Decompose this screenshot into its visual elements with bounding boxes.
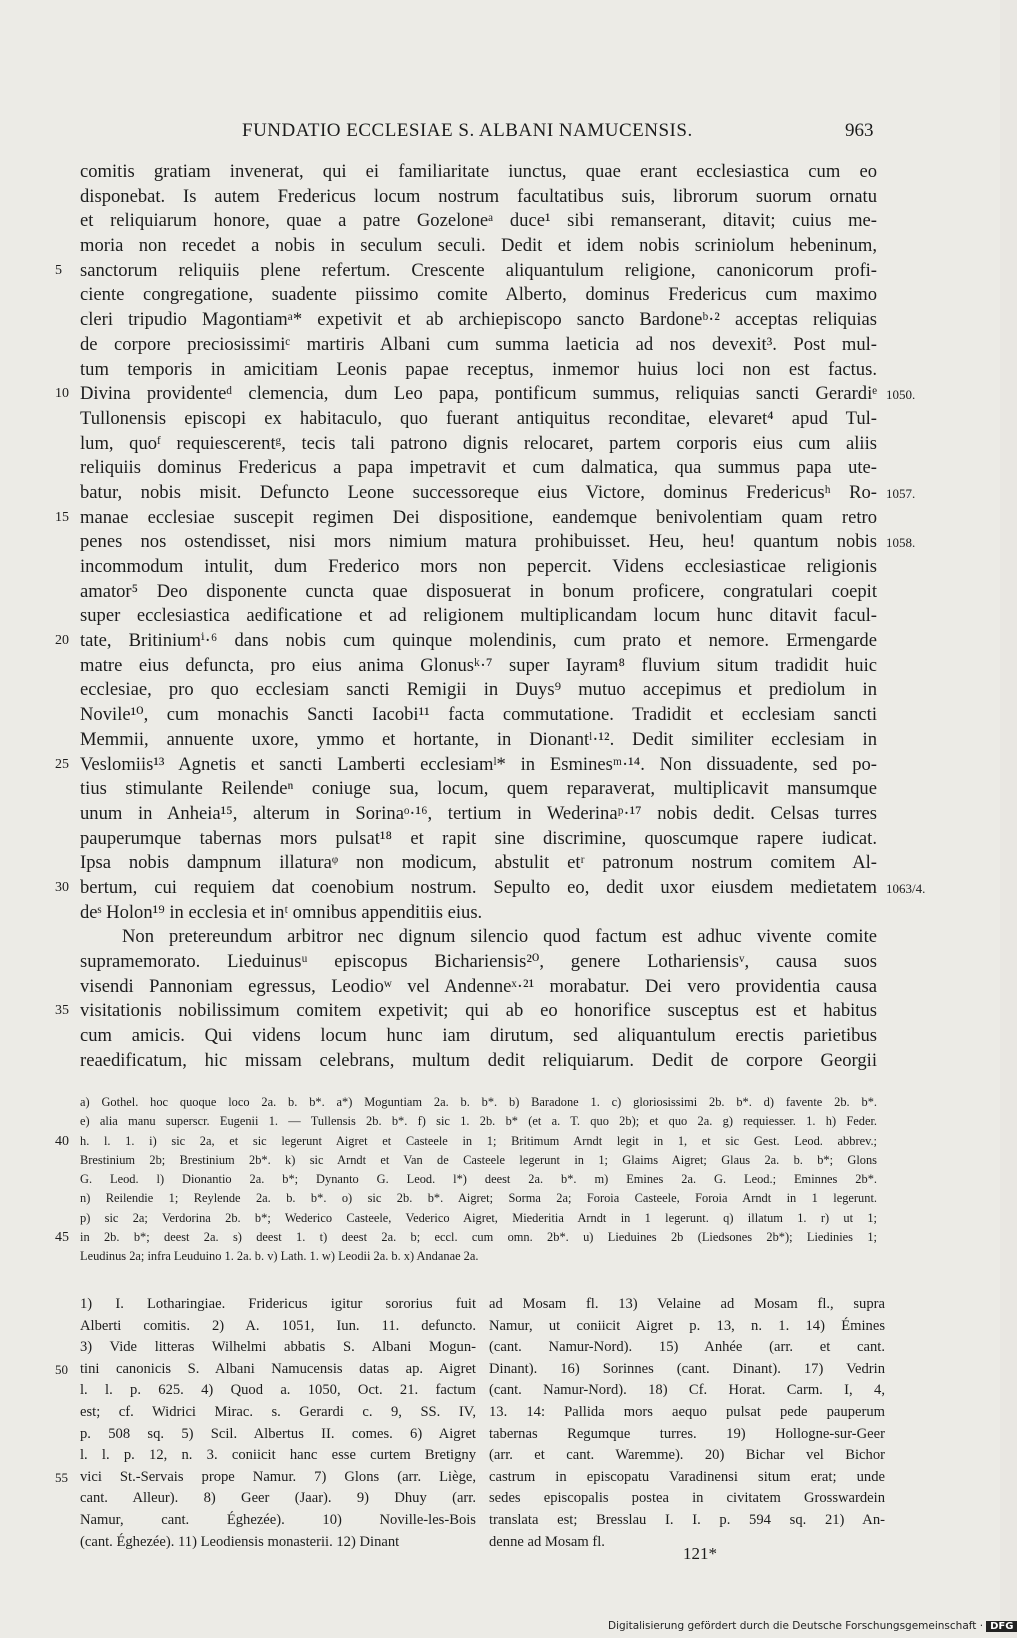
note-line [80,1337,476,1359]
text-line [80,802,877,827]
text-line [55,382,916,407]
line-number: 5 [55,262,62,278]
note-line [80,1488,476,1510]
note-line-text: Dinant). 16) Sorinnes (cant. Dinant). 17) Vedrin [489,1360,885,1377]
text-line [80,1024,877,1049]
text-line [80,654,877,679]
text-line [55,506,877,531]
text-line-text: tius stimulante Reilendeⁿ coniuge sua, locum, quem reparaverat, multiplicavit mansumque [80,778,877,800]
apparatus-line [80,1189,877,1208]
note-line-text: denne ad Mosam fl. [489,1533,605,1550]
text-line-text: Novile¹⁰, cum monachis Sancti Iacobi¹¹ facta commutatione. Tradidit et ecclesiam sancti [80,704,877,726]
text-line [80,358,877,383]
text-line [80,185,877,210]
text-line-text: incommodum intulit, dum Frederico mors non pepercit. Videns ecclesiasticae religionis [80,556,877,577]
text-line [55,876,926,901]
text-line [80,481,916,506]
note-line-text: sedes episcopalis postea in civitatem Grosswardein [489,1490,885,1507]
note-line [489,1316,885,1338]
footnotes-left-column [55,1294,476,1553]
margin-year: 1063/4. [886,880,926,896]
apparatus-line-text: a) Gothel. hoc quoque loco 2a. b. b*. a*) Moguntiam 2a. b. b*. b) Baradone 1. c) gloriosissimi 2b. b*. d) favente 2b. b*. [80,1095,877,1109]
credit-text: Digitalisierung gefördert durch die Deutsche Forschungsgemeinschaft · [608,1620,984,1632]
note-line-text: tabernas Regumque turres. 19) Hollogne-sur-Geer [489,1425,885,1442]
text-line-text: super ecclesiastica aedificatione et ad religionem multiplicandam locum hunc ditavit facul- [80,605,877,627]
text-line-text: Memmii, annuente uxore, ymmo et hortante, in Dionantˡ·¹². Dedit similiter ecclesiam in [80,728,877,750]
apparatus-line-text: p) sic 2a; Verdorina 2b. b*; Wederico Casteele, Vederico Aigret, Miederitia Arndt in 1 legerunt. q) illatum 1. r) ut 1; [80,1210,877,1225]
note-line-text: l. l. p. 12, n. 3. coniicit hanc esse curtem Bretigny [80,1447,476,1464]
note-line-text: vici St.-Servais prope Namur. 7) Glons (arr. Liège, [80,1468,476,1485]
note-line-text: castrum in episcopatu Varadinensi situm erat; unde [489,1468,885,1485]
footnotes-right-column [489,1294,885,1553]
text-line-text: tum temporis in amicitiam Leonis papae receptus, inmemor huius loci non est factus. [80,358,877,380]
text-line-text: amator⁵ Deo disponente cuncta quae disposuerat in bonum proficere, congratulari coepit [80,580,877,602]
note-line-text: (cant. Namur-Nord). 15) Anhée (arr. et cant. [489,1339,885,1356]
text-line-text: visitationis nobilissimum comitem expetivit; qui ab eo honorifice susceptus est et habitus [80,1000,877,1022]
text-line-text: de corpore preciosissimiᶜ martiris Albani cum summa laeticia ad nos devexit³. Post mul- [80,333,877,355]
text-line-text: deˢ Holon¹⁹ in ecclesia et inᵗ omnibus appenditiis eius. [80,901,483,923]
note-line-text: (cant. Namur-Nord). 18) Cf. Horat. Carm. I, 4, [489,1382,885,1399]
apparatus-line-text: h. l. 1. i) sic 2a, et sic legerunt Aigret et Casteele in 1; Britimum Arndt legit in 1, et sic Gest. Leod. abbrev.; [80,1133,877,1148]
note-line [489,1488,885,1510]
note-line [489,1445,885,1467]
apparatus-line [55,1132,877,1151]
line-number: 35 [55,1003,69,1019]
text-line-text: moria non recedet a nobis in seculum seculi. Dedit et idem nobis scriniolum hebeninum, [80,235,877,257]
note-line-text: ad Mosam fl. 13) Velaine ad Mosam fl., supra [489,1296,885,1312]
apparatus-line [80,1209,877,1228]
note-line [80,1380,476,1402]
apparatus-line-text: e) alia manu superscr. Eugenii 1. — Tullensis 2b. b*. f) sic 1. 2b. b* (et a. T. quo 2b); et quo 2a. g) requiesser. 1. h) Feder. [80,1114,877,1129]
text-line [80,209,877,234]
note-line-text: Namur, cant. Éghezée). 10) Noville-les-Bois [80,1511,476,1528]
text-line [80,333,877,358]
text-line-text: Ipsa nobis dampnum illaturaᵠ non modicum, abstulit etʳ patronum nostrum comitem Al- [80,852,877,874]
text-line [80,530,916,555]
text-line-text: ecclesiae, pro quo ecclesiam sancti Remigii in Duys⁹ mutuo accepimus et prediolum in [80,679,877,701]
text-line-text: cleri tripudio Magontiamᵃ* expetivit et ab archiepiscopo sancto Bardoneᵇ·² acceptas reliquias [80,309,877,331]
apparatus-line [80,1170,877,1189]
text-line-text: disponebat. Is autem Fredericus locum nostrum facultatibus suis, librorum suorum ornatu [80,185,877,207]
dfg-logo: DFG [986,1621,1017,1632]
critical-apparatus [55,1093,877,1267]
text-line [55,753,877,778]
text-line [55,259,877,284]
page-number: 963 [845,120,874,141]
text-line [80,160,877,185]
text-line [80,234,877,259]
text-line [80,901,877,926]
text-line [80,432,877,457]
note-line [80,1294,476,1316]
note-line [80,1316,476,1338]
note-line [80,1532,476,1554]
text-line-text: et reliquiarum honore, quae a patre Gozeloneᵃ duce¹ sibi remanserant, ditavit; cuius me- [80,210,877,232]
apparatus-line-text: G. Leod. l) Dionantio 2a. b*; Dynanto G. Leod. l*) deest 2a. b*. m) Emines 2a. G. Leod.; Eminnes 2b*. [80,1172,877,1187]
text-line-text: penes nos ostendisset, nisi mors nimium matura prohibuisset. Heu, heu! quantum nobis [80,531,877,553]
note-line-text: (cant. Éghezée). 11) Leodiensis monasterii. 12) Dinant [80,1533,400,1550]
note-line [489,1510,885,1532]
text-line-text: reaedificatum, hic missam celebrans, multum dedit reliquiarum. Dedit de corpore Georgii [80,1049,877,1071]
note-line-text: 1) I. Lotharingiae. Fridericus igitur sororius fuit [80,1296,476,1312]
note-line-text: Alberti comitis. 2) A. 1051, Iun. 11. defuncto. [80,1317,476,1334]
text-line [80,678,877,703]
text-line [80,777,877,802]
note-line-text: Namur, ut coniicit Aigret p. 13, n. 1. 14) Émines [489,1317,885,1334]
text-line [80,555,877,580]
text-line-text: bertum, cui requiem dat coenobium nostrum. Sepulto eo, dedit uxor eiusdem medietatem [80,876,877,898]
text-line [80,456,877,481]
text-line [80,604,877,629]
text-line-text: reliquiis dominus Fredericus a papa impetravit et cum dalmatica, qua summus papa ute- [80,457,877,479]
note-line [489,1359,885,1381]
note-line-text: 3) Vide litteras Wilhelmi abbatis S. Albani Mogun- [80,1339,476,1356]
line-number: 55 [55,1469,68,1485]
text-line [80,975,877,1000]
main-text [55,160,926,1073]
note-line [489,1402,885,1424]
signature-mark: 121* [683,1544,717,1563]
apparatus-line [80,1112,877,1131]
text-line [80,950,877,975]
apparatus-line-text: in 2b. b*; deest 2a. s) deest 1. t) deest 2a. b; eccl. cum omn. 2b*. u) Lieduines 2b (Liedsones 2b*); Liedinies 1; [80,1230,877,1245]
note-line [489,1380,885,1402]
line-number: 20 [55,633,69,649]
note-line-text: l. l. p. 625. 4) Quod a. 1050, Oct. 21. factum [80,1382,476,1399]
note-line [80,1424,476,1446]
text-line [80,580,877,605]
text-line-text: sanctorum reliquiis plene refertum. Crescente aliquantulum religione, canonicorum profi- [80,259,877,281]
apparatus-line-text: Leudinus 2a; infra Leuduino 1. 2a. b. v) Lath. 1. w) Leodii 2a. b. x) Andanae 2a. [80,1249,479,1264]
apparatus-line-text: n) Reilendie 1; Reylende 2a. b. b*. o) sic 2b. b*. Aigret; Sorma 2a; Foroia Casteele, Foroia Arndt in 1 legerunt. [80,1191,877,1206]
text-line-text: Divina providenteᵈ clemencia, dum Leo papa, pontificum summus, reliquias sancti Gerardiᵉ [80,383,877,405]
text-line-text: pauperumque tabernas mors pulsat¹⁸ et rapit sine discrimine, quoscumque rapere iudicat. [80,827,877,849]
note-line-text: translata est; Bresslau I. I. p. 594 sq. 21) An- [489,1511,885,1528]
text-line [80,728,877,753]
note-line-text: 13. 14: Pallida mors aequo pulsat pede pauperum [489,1403,885,1420]
running-header [0,120,1000,150]
note-line [489,1337,885,1359]
note-line [55,1467,476,1489]
text-line [55,999,877,1024]
margin-year: 1050. [886,387,916,403]
apparatus-line [80,1151,877,1170]
text-line [55,629,877,654]
text-line-text: manae ecclesiae suscepit regimen Dei dispositione, eandemque benivolentiam quam retro [80,506,877,528]
line-number: 15 [55,509,69,525]
text-line [80,703,877,728]
note-line [80,1445,476,1467]
text-line-text: unum in Anheia¹⁵, alterum in Sorinaᵒ·¹⁶, tertium in Wederinaᵖ·¹⁷ nobis dedit. Celsas turres [80,802,877,824]
note-line-text: (arr. et cant. Waremme). 20) Bichar vel Bichor [489,1447,885,1464]
text-line [80,308,877,333]
text-line-text: Tullonensis episcopi ex habitaculo, quo fuerant antiquitus reconditae, elevaret⁴ apud Tul- [80,407,877,429]
text-line-text: Non pretereundum arbitror nec dignum silencio quod factum est adhuc vivente comite [122,926,877,948]
apparatus-line [55,1228,877,1247]
note-line [80,1402,476,1424]
apparatus-line [80,1093,877,1112]
text-line-text: tate, Britiniumⁱ·⁶ dans nobis cum quinque molendinis, cum prato et nemore. Ermengarde [80,630,877,652]
apparatus-line [80,1247,877,1266]
line-number: 10 [55,386,69,402]
note-line [489,1294,885,1316]
line-number: 50 [55,1361,68,1377]
margin-year: 1058. [886,535,916,551]
text-line [80,407,877,432]
running-title: FUNDATIO ECCLESIAE S. ALBANI NAMUCENSIS. [242,120,693,141]
text-line [80,283,877,308]
line-number: 25 [55,756,69,772]
text-line-text: batur, nobis misit. Defuncto Leone successoreque eius Victore, dominus Fredericusʰ Ro- [80,481,877,503]
text-line-text: matre eius defuncta, pro eius anima Glonusᵏ·⁷ super Iayram⁸ fluvium situm tradidit huic [80,654,877,676]
text-line-text: Veslomiis¹³ Agnetis et sancti Lamberti ecclesiamˡ* in Esminesᵐ·¹⁴. Non dissuadente, sed po- [80,753,877,775]
line-number: 40 [55,1133,69,1149]
text-line [80,925,877,950]
note-line-text: p. 508 sq. 5) Scil. Albertus II. comes. 6) Aigret [80,1425,476,1442]
note-line [489,1424,885,1446]
digitization-credit [608,1620,1017,1632]
note-line-text: cant. Alleur). 8) Geer (Jaar). 9) Dhuy (arr. [80,1490,476,1507]
text-line-text: comitis gratiam invenerat, qui ei familiaritate iunctus, quae erant ecclesiastica cum eo [80,161,877,182]
note-line [80,1510,476,1532]
text-line-text: supramemorato. Lieduinusᵘ episcopus Bichariensis²⁰, genere Lothariensisᵛ, causa suos [80,951,877,972]
note-line [489,1467,885,1489]
text-line [80,851,877,876]
text-line [80,1049,877,1074]
note-line-text: tini canonicis S. Albani Namucensis datas ap. Aigret [80,1360,476,1377]
note-line-text: est; cf. Widrici Mirac. s. Gerardi c. 9, SS. IV, [80,1403,476,1420]
text-line-text: lum, quoᶠ requiescerentᵍ, tecis tali patrono dignis relocaret, partem corporis eius cum aliis [80,432,877,454]
text-line [80,827,877,852]
note-line [55,1359,476,1381]
apparatus-line-text: Brestinium 2b; Brestinium 2b*. k) sic Arndt et Van de Casteele legerunt in 1; Glaims Aigret; Glaus 2a. b. b*; Glons [80,1152,877,1167]
line-number: 30 [55,879,69,895]
text-line-text: visendi Pannoniam egressus, Leodioʷ vel Andenneˣ·²¹ morabatur. Dei vero providentia causa [80,975,877,997]
margin-year: 1057. [886,485,916,501]
text-line-text: cum amicis. Qui videns locum hunc iam dirutum, sed aliquantulum erectis parietibus [80,1025,877,1047]
line-number: 45 [55,1230,69,1246]
text-line-text: ciente congregatione, suadente piissimo comite Alberto, dominus Fredericus cum maximo [80,284,877,306]
